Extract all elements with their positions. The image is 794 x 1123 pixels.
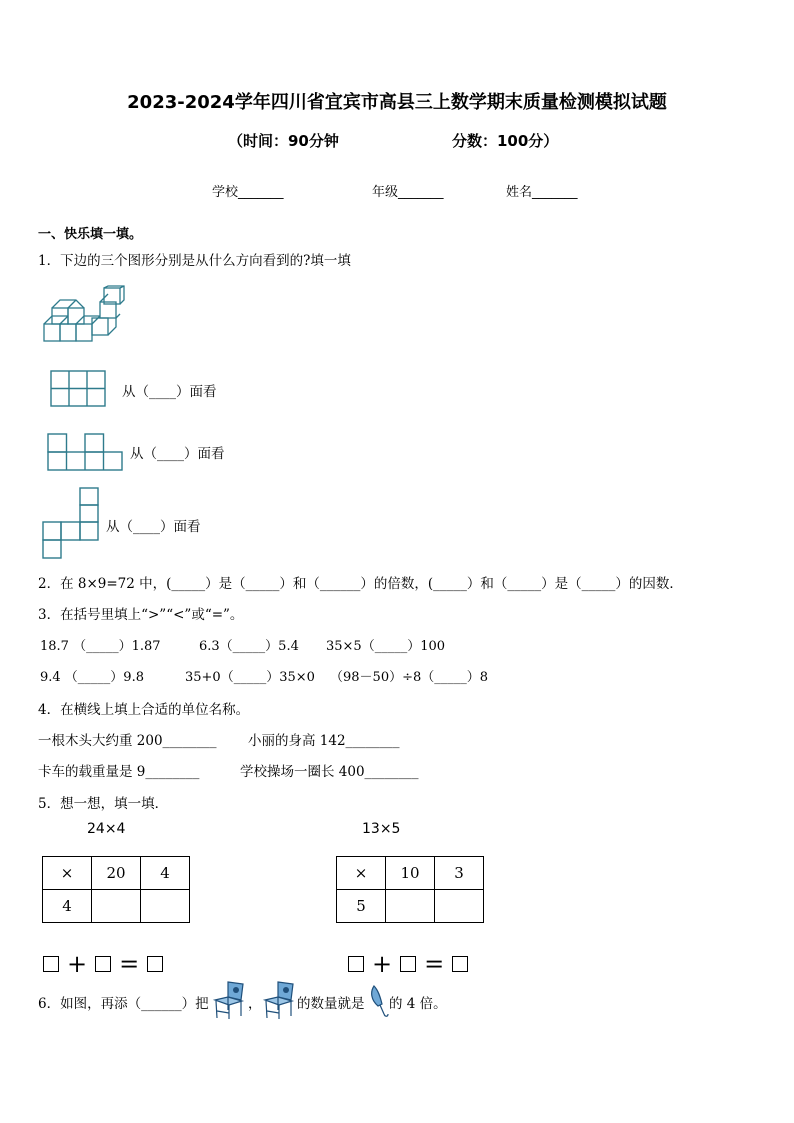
chair-icon [212, 980, 246, 1020]
compare-item[interactable]: 9.4 （_____）9.8 [40, 670, 144, 685]
answer-cell[interactable] [141, 890, 190, 923]
cube-stack-icon [40, 284, 130, 346]
view-answer-1[interactable]: 从（____）面看 [122, 384, 217, 400]
table-cell: 4 [141, 857, 190, 890]
exam-time: （时间：90分钟 [228, 132, 339, 150]
name-field[interactable]: 姓名_______ [506, 185, 578, 200]
question-6-end: 的 4 倍。 [389, 996, 447, 1012]
equals-sign: = [119, 950, 140, 978]
compare-item[interactable]: 18.7 （_____）1.87 [40, 639, 161, 654]
multiplication-table-left [42, 856, 190, 923]
question-2[interactable]: 2．在 8×9=72 中，(_____）是（_____）和（______）的倍数，(_____）和（_____）是（_____）的因数． [38, 576, 683, 592]
plus-sign: + [67, 950, 88, 978]
question-6[interactable]: 6．如图，再添（______）把 [38, 996, 209, 1012]
multiplication-table-right [336, 856, 484, 923]
table-cell: 5 [337, 890, 386, 923]
umbrella-icon [368, 984, 390, 1018]
unit-item[interactable]: 小丽的身高 142________ [248, 733, 400, 749]
answer-cell[interactable] [435, 890, 484, 923]
table-cell: 10 [386, 857, 435, 890]
expression-right: 13×5 [362, 821, 401, 837]
top-view-grid-icon [47, 433, 123, 471]
question-5: 5．想一想，填一填． [38, 796, 169, 812]
school-field[interactable]: 学校_______ [212, 185, 284, 200]
side-view-grid-icon [42, 487, 100, 559]
answer-box[interactable] [400, 956, 416, 972]
unit-item[interactable]: 一根木头大约重 200________ [38, 733, 217, 749]
comma: ， [248, 996, 262, 1012]
table-cell: × [43, 857, 92, 890]
exam-score: 分数：100分） [452, 132, 559, 150]
answer-box[interactable] [43, 956, 59, 972]
table-cell: × [337, 857, 386, 890]
compare-item[interactable]: 35+0（_____）35×0 [185, 670, 315, 685]
page-title: 2023-2024学年四川省宜宾市高县三上数学期末质量检测模拟试题 [127, 92, 667, 113]
question-4: 4．在横线上填上合适的单位名称。 [38, 702, 250, 718]
question-6-mid: 的数量就是 [297, 996, 365, 1012]
table-cell: 3 [435, 857, 484, 890]
answer-box[interactable] [147, 956, 163, 972]
expression-left: 24×4 [87, 821, 126, 837]
front-view-grid-icon [50, 370, 106, 407]
compare-item[interactable]: （98－50）÷8（_____）8 [330, 670, 489, 685]
answer-box[interactable] [452, 956, 468, 972]
equation-left [38, 950, 168, 978]
view-answer-2[interactable]: 从（____）面看 [130, 446, 225, 462]
plus-sign: + [372, 950, 393, 978]
table-cell: 4 [43, 890, 92, 923]
answer-cell[interactable] [92, 890, 141, 923]
compare-item[interactable]: 6.3（_____）5.4 [199, 639, 299, 654]
question-3: 3．在括号里填上“>”“<”或“=”。 [38, 607, 244, 623]
question-1: 1．下边的三个图形分别是从什么方向看到的?填一填 [38, 253, 351, 269]
equals-sign: = [424, 950, 445, 978]
answer-box[interactable] [95, 956, 111, 972]
compare-item[interactable]: 35×5（_____）100 [326, 639, 446, 654]
unit-item[interactable]: 卡车的载重量是 9________ [38, 764, 200, 780]
equation-right [343, 950, 473, 978]
grade-field[interactable]: 年级_______ [372, 185, 444, 200]
table-cell: 20 [92, 857, 141, 890]
unit-item[interactable]: 学校操场一圈长 400________ [240, 764, 419, 780]
answer-box[interactable] [348, 956, 364, 972]
section-title: 一、快乐填一填。 [38, 227, 143, 242]
chair-icon [262, 980, 296, 1020]
view-answer-3[interactable]: 从（____）面看 [106, 519, 201, 535]
answer-cell[interactable] [386, 890, 435, 923]
